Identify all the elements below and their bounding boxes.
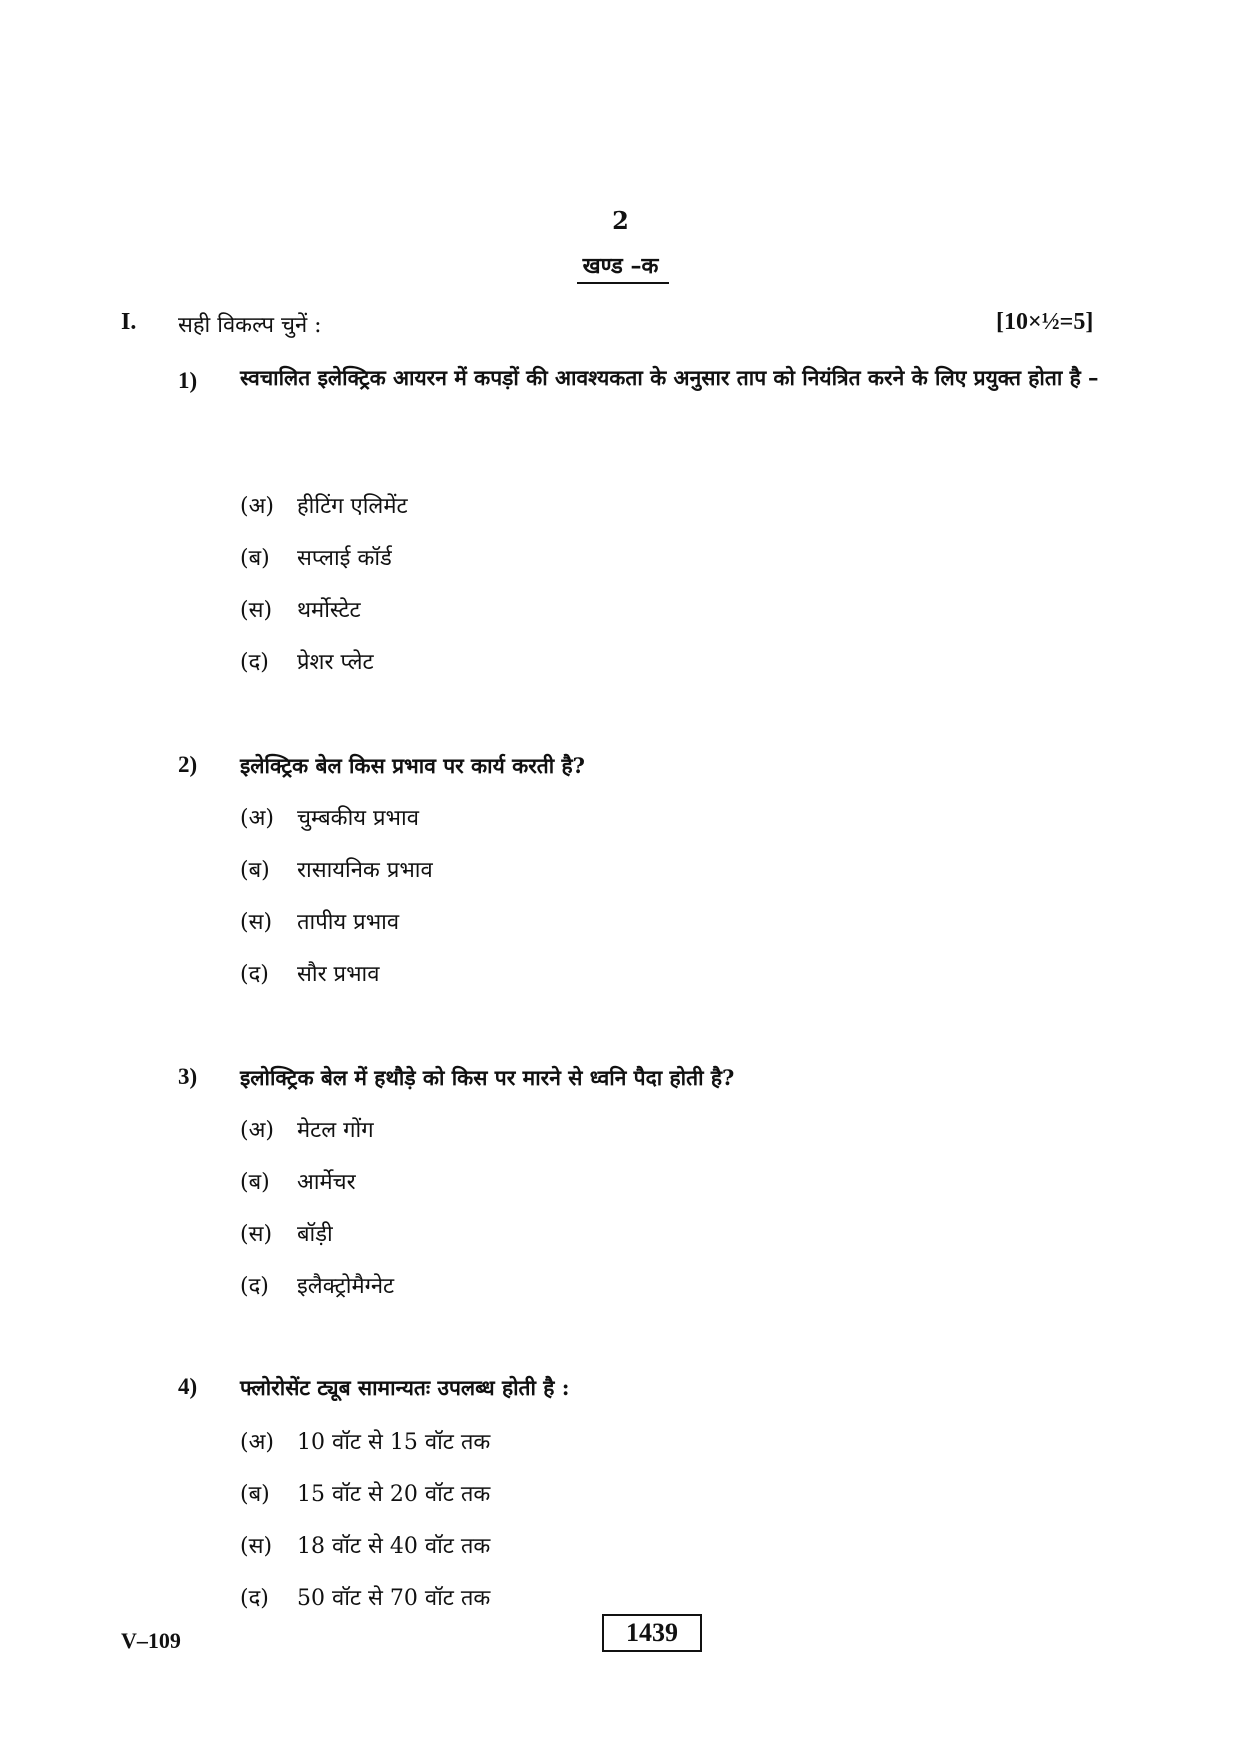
option-label: (ब) xyxy=(240,858,270,883)
option-label: (अ) xyxy=(240,1430,274,1455)
paper-code: V–109 xyxy=(121,1628,181,1653)
option-label: (स) xyxy=(240,598,273,623)
option-label: (ब) xyxy=(240,1170,270,1195)
option-label: (अ) xyxy=(240,806,274,831)
option xyxy=(240,1426,490,1456)
option-label: (ब) xyxy=(240,1482,270,1507)
question-text: इलोक्ट्रिक बेल में हथौड़े को किस पर मारने से ध्वनि पैदा होती है? xyxy=(240,1065,735,1090)
question-text: स्वचालित इलेक्ट्रिक आयरन में कपड़ों की आवश्यकता के अनुसार ताप को नियंत्रित करने के लिए प्रयुक्त होता है – xyxy=(240,365,1099,390)
option xyxy=(240,854,433,884)
option-text: इलैक्ट्रोमैग्नेट xyxy=(297,1274,395,1299)
question-number: 4) xyxy=(178,1374,198,1399)
page-number: 2 xyxy=(612,206,629,235)
option-text: 15 वॉट से 20 वॉट तक xyxy=(297,1482,491,1507)
option-label: (अ) xyxy=(240,494,274,519)
option xyxy=(240,1166,356,1196)
option-text: सौर प्रभाव xyxy=(297,962,380,987)
part-number: I. xyxy=(121,309,137,335)
option xyxy=(240,1582,490,1612)
option xyxy=(240,490,408,520)
option-text: हीटिंग एलिमेंट xyxy=(297,494,408,519)
option-text: 50 वॉट से 70 वॉट तक xyxy=(297,1586,491,1611)
option-text: तापीय प्रभाव xyxy=(297,910,400,935)
option-text: 10 वॉट से 15 वॉट तक xyxy=(297,1430,491,1455)
option-label: (स) xyxy=(240,1222,273,1247)
option-label: (द) xyxy=(240,1586,269,1611)
option-label: (द) xyxy=(240,650,269,675)
option xyxy=(240,1530,490,1560)
option xyxy=(240,1478,490,1508)
question-number: 1) xyxy=(178,368,198,393)
option xyxy=(240,594,361,624)
option xyxy=(240,1218,333,1248)
option-text: आर्मेचर xyxy=(297,1170,356,1195)
option-label: (अ) xyxy=(240,1118,274,1143)
option-text: रासायनिक प्रभाव xyxy=(297,858,433,883)
option-text: बॉड़ी xyxy=(297,1222,333,1247)
option xyxy=(240,542,392,572)
option-label: (द) xyxy=(240,1274,269,1299)
option xyxy=(240,646,374,676)
option-label: (स) xyxy=(240,910,273,935)
option xyxy=(240,906,399,936)
part-marks: [10×½=5] xyxy=(996,309,1094,335)
part-instruction: सही विकल्प चुनें : xyxy=(178,313,322,338)
question-text: इलेक्ट्रिक बेल किस प्रभाव पर कार्य करती है? xyxy=(240,753,585,778)
option-label: (स) xyxy=(240,1534,273,1559)
question-number: 2) xyxy=(178,752,198,777)
section-title: खण्ड –क xyxy=(582,253,659,279)
option-label: (द) xyxy=(240,962,269,987)
option-text: थर्मोस्टेट xyxy=(297,598,361,623)
option-label: (ब) xyxy=(240,546,270,571)
option xyxy=(240,1270,394,1300)
option xyxy=(240,802,419,832)
option xyxy=(240,1114,374,1144)
option-text: प्रेशर प्लेट xyxy=(297,650,374,675)
option-text: सप्लाई कॉर्ड xyxy=(297,546,392,571)
option-text: चुम्बकीय प्रभाव xyxy=(297,806,419,831)
question-number: 3) xyxy=(178,1064,198,1089)
section-title-underline xyxy=(577,282,669,284)
option-text: 18 वॉट से 40 वॉट तक xyxy=(297,1534,491,1559)
option-text: मेटल गोंग xyxy=(297,1118,374,1143)
question-text: फ्लोरोसेंट ट्यूब सामान्यतः उपलब्ध होती है : xyxy=(240,1375,570,1400)
option xyxy=(240,958,379,988)
booklet-number-box: 1439 xyxy=(602,1614,702,1652)
